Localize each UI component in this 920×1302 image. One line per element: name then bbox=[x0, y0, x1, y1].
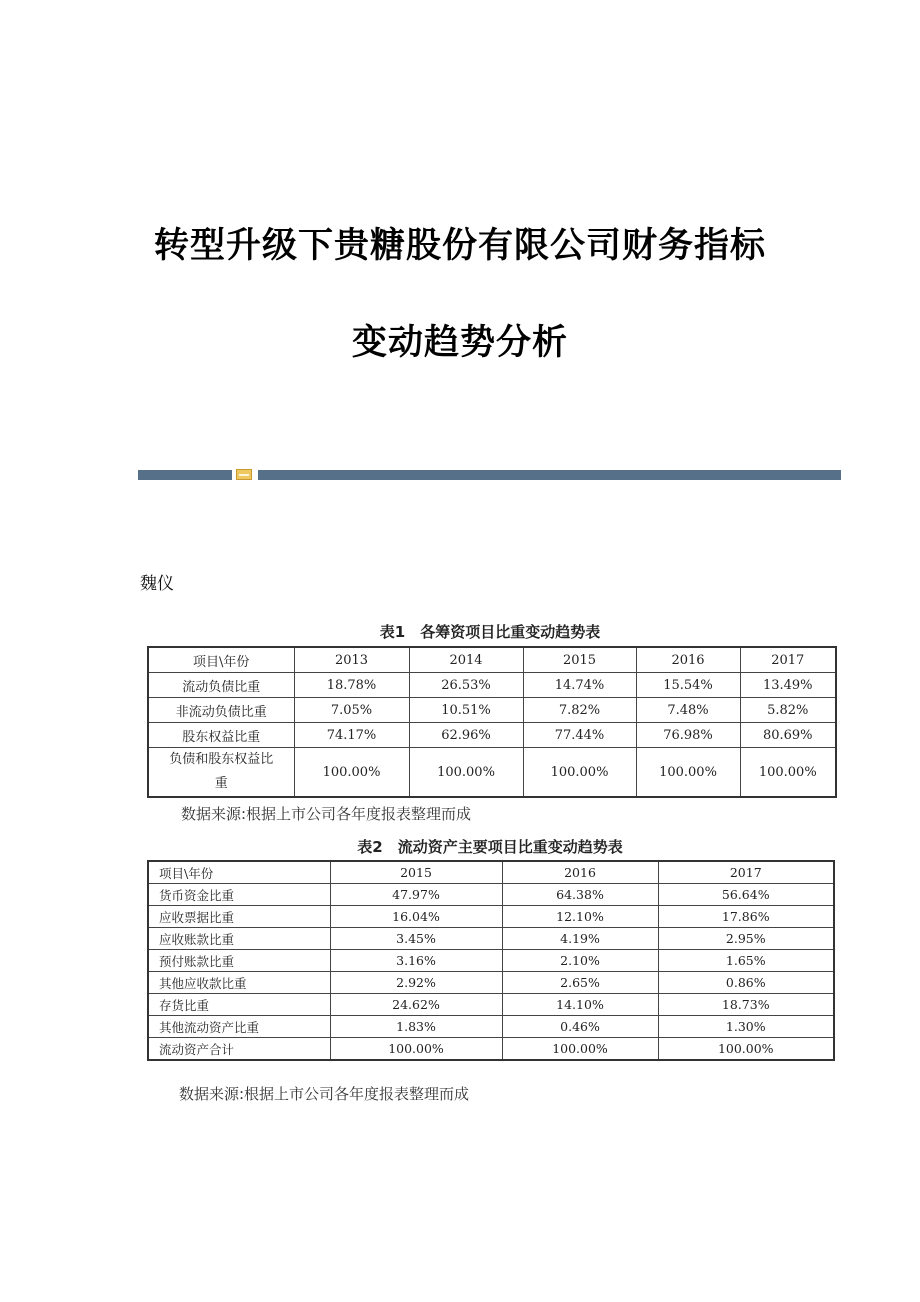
table-cell: 16.04% bbox=[330, 906, 502, 928]
table-header-cell: 2014 bbox=[409, 647, 523, 673]
table-cell: 100.00% bbox=[409, 748, 523, 798]
table-cell: 100.00% bbox=[658, 1038, 834, 1061]
table-cell: 18.73% bbox=[658, 994, 834, 1016]
table-header-cell: 项目\年份 bbox=[148, 647, 294, 673]
table-cell: 3.45% bbox=[330, 928, 502, 950]
table-cell: 18.78% bbox=[294, 673, 409, 698]
table-header-cell: 项目\年份 bbox=[148, 861, 330, 884]
row-label: 非流动负债比重 bbox=[148, 698, 294, 723]
table-cell: 100.00% bbox=[523, 748, 636, 798]
table1-financing-structure bbox=[147, 646, 837, 798]
table1-caption: 表1 各筹资项目比重变动趋势表 bbox=[379, 623, 601, 641]
table-row bbox=[148, 1038, 834, 1061]
table-cell: 24.62% bbox=[330, 994, 502, 1016]
section-divider-left bbox=[138, 470, 232, 480]
table-cell: 76.98% bbox=[636, 723, 740, 748]
document-title-line-1: 转型升级下贵糖股份有限公司财务指标 bbox=[153, 226, 766, 266]
table-cell: 5.82% bbox=[740, 698, 836, 723]
table-cell: 2.92% bbox=[330, 972, 502, 994]
table-header-row bbox=[148, 861, 834, 884]
row-label: 流动资产合计 bbox=[148, 1038, 330, 1061]
table-cell: 100.00% bbox=[294, 748, 409, 798]
table-cell: 7.48% bbox=[636, 698, 740, 723]
table-cell: 10.51% bbox=[409, 698, 523, 723]
row-label: 应收账款比重 bbox=[148, 928, 330, 950]
table-row bbox=[148, 673, 836, 698]
table-cell: 0.46% bbox=[502, 1016, 658, 1038]
table-header-row bbox=[148, 647, 836, 673]
table-cell: 14.74% bbox=[523, 673, 636, 698]
table-row bbox=[148, 723, 836, 748]
envelope-icon bbox=[236, 469, 252, 480]
table-cell: 56.64% bbox=[658, 884, 834, 906]
author-name: 魏仪 bbox=[140, 574, 174, 594]
table-cell: 15.54% bbox=[636, 673, 740, 698]
table-row bbox=[148, 950, 834, 972]
table-header-cell: 2013 bbox=[294, 647, 409, 673]
table-cell: 13.49% bbox=[740, 673, 836, 698]
table2-source-note: 数据来源:根据上市公司各年度报表整理而成 bbox=[179, 1085, 470, 1103]
table-row bbox=[148, 698, 836, 723]
table-row bbox=[148, 1016, 834, 1038]
table-cell: 100.00% bbox=[740, 748, 836, 798]
table2-current-assets bbox=[147, 860, 835, 1061]
table-cell: 1.83% bbox=[330, 1016, 502, 1038]
table-cell: 7.05% bbox=[294, 698, 409, 723]
table-cell: 62.96% bbox=[409, 723, 523, 748]
row-label: 其他应收款比重 bbox=[148, 972, 330, 994]
row-label: 负债和股东权益比重 bbox=[148, 748, 294, 798]
table-row bbox=[148, 928, 834, 950]
table-header-cell: 2015 bbox=[523, 647, 636, 673]
table-cell: 1.30% bbox=[658, 1016, 834, 1038]
table-header-cell: 2017 bbox=[658, 861, 834, 884]
table-cell: 26.53% bbox=[409, 673, 523, 698]
row-label: 应收票据比重 bbox=[148, 906, 330, 928]
table-cell: 1.65% bbox=[658, 950, 834, 972]
row-label: 其他流动资产比重 bbox=[148, 1016, 330, 1038]
table-row bbox=[148, 748, 836, 798]
table1-source-note: 数据来源:根据上市公司各年度报表整理而成 bbox=[181, 805, 472, 823]
table-cell: 74.17% bbox=[294, 723, 409, 748]
table-header-cell: 2015 bbox=[330, 861, 502, 884]
table-cell: 17.86% bbox=[658, 906, 834, 928]
table-row bbox=[148, 994, 834, 1016]
row-label: 流动负债比重 bbox=[148, 673, 294, 698]
table-cell: 64.38% bbox=[502, 884, 658, 906]
table-cell: 100.00% bbox=[502, 1038, 658, 1061]
table-cell: 2.10% bbox=[502, 950, 658, 972]
table-row bbox=[148, 884, 834, 906]
table-cell: 80.69% bbox=[740, 723, 836, 748]
table-cell: 47.97% bbox=[330, 884, 502, 906]
row-label: 货币资金比重 bbox=[148, 884, 330, 906]
document-title-line-2: 变动趋势分析 bbox=[351, 323, 568, 363]
table-cell: 12.10% bbox=[502, 906, 658, 928]
section-divider-right bbox=[258, 470, 841, 480]
table-row bbox=[148, 972, 834, 994]
row-label: 存货比重 bbox=[148, 994, 330, 1016]
table-cell: 77.44% bbox=[523, 723, 636, 748]
table-header-cell: 2017 bbox=[740, 647, 836, 673]
row-label: 股东权益比重 bbox=[148, 723, 294, 748]
table2-caption: 表2 流动资产主要项目比重变动趋势表 bbox=[357, 838, 623, 856]
table-header-cell: 2016 bbox=[502, 861, 658, 884]
table-header-cell: 2016 bbox=[636, 647, 740, 673]
row-label: 预付账款比重 bbox=[148, 950, 330, 972]
table-cell: 2.95% bbox=[658, 928, 834, 950]
table-cell: 100.00% bbox=[636, 748, 740, 798]
table-cell: 2.65% bbox=[502, 972, 658, 994]
table-cell: 14.10% bbox=[502, 994, 658, 1016]
table-cell: 0.86% bbox=[658, 972, 834, 994]
table-cell: 100.00% bbox=[330, 1038, 502, 1061]
table-row bbox=[148, 906, 834, 928]
table-cell: 3.16% bbox=[330, 950, 502, 972]
table-cell: 7.82% bbox=[523, 698, 636, 723]
table-cell: 4.19% bbox=[502, 928, 658, 950]
